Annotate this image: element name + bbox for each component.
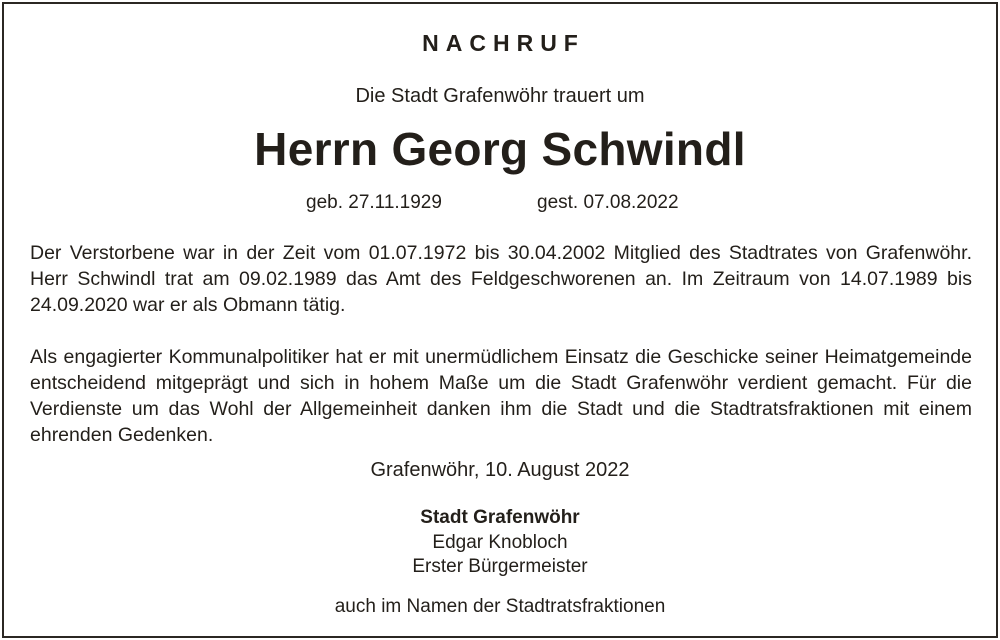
death-date: gest. 07.08.2022 (537, 192, 679, 213)
intro-line: Die Stadt Grafenwöhr trauert um (355, 85, 645, 107)
notice-heading: NACHRUF (422, 30, 585, 56)
paragraph-career: Der Verstorbene war in der Zeit vom 01.07.1972 bis 30.04.2002 Mitglied des Stadtrates von Grafenwöhr. Herr Schwindl trat am 09.02.1989 das Amt des Feldgeschworenen an. Im Zeitraum von 14.07.1989 bis 24.09.2020 war er als Obmann tätig. (30, 242, 972, 316)
obituary-notice (2, 2, 998, 638)
signature-person: Edgar Knobloch (432, 532, 568, 553)
signature-organization: Stadt Grafenwöhr (420, 507, 580, 528)
paragraph-tribute: Als engagierter Kommunalpolitiker hat er mit unermüdlichem Einsatz die Geschicke seiner Heimatgemeinde entscheidend mitgeprägt und sich in hohem Maße um die Stadt Grafenwöhr verdient gemacht. Für die Verdienste um das Wohl der Allgemeinheit danken ihm die Stadt und die Stadtratsfraktionen mit einem ehrenden Gedenken. (30, 346, 972, 446)
deceased-name: Herrn Georg Schwindl (254, 123, 746, 175)
signature-role: Erster Bürgermeister (412, 556, 588, 577)
closing-line: auch im Namen der Stadtratsfraktionen (334, 596, 666, 617)
place-and-date: Grafenwöhr, 10. August 2022 (370, 459, 630, 481)
birth-date: geb. 27.11.1929 (306, 192, 442, 213)
